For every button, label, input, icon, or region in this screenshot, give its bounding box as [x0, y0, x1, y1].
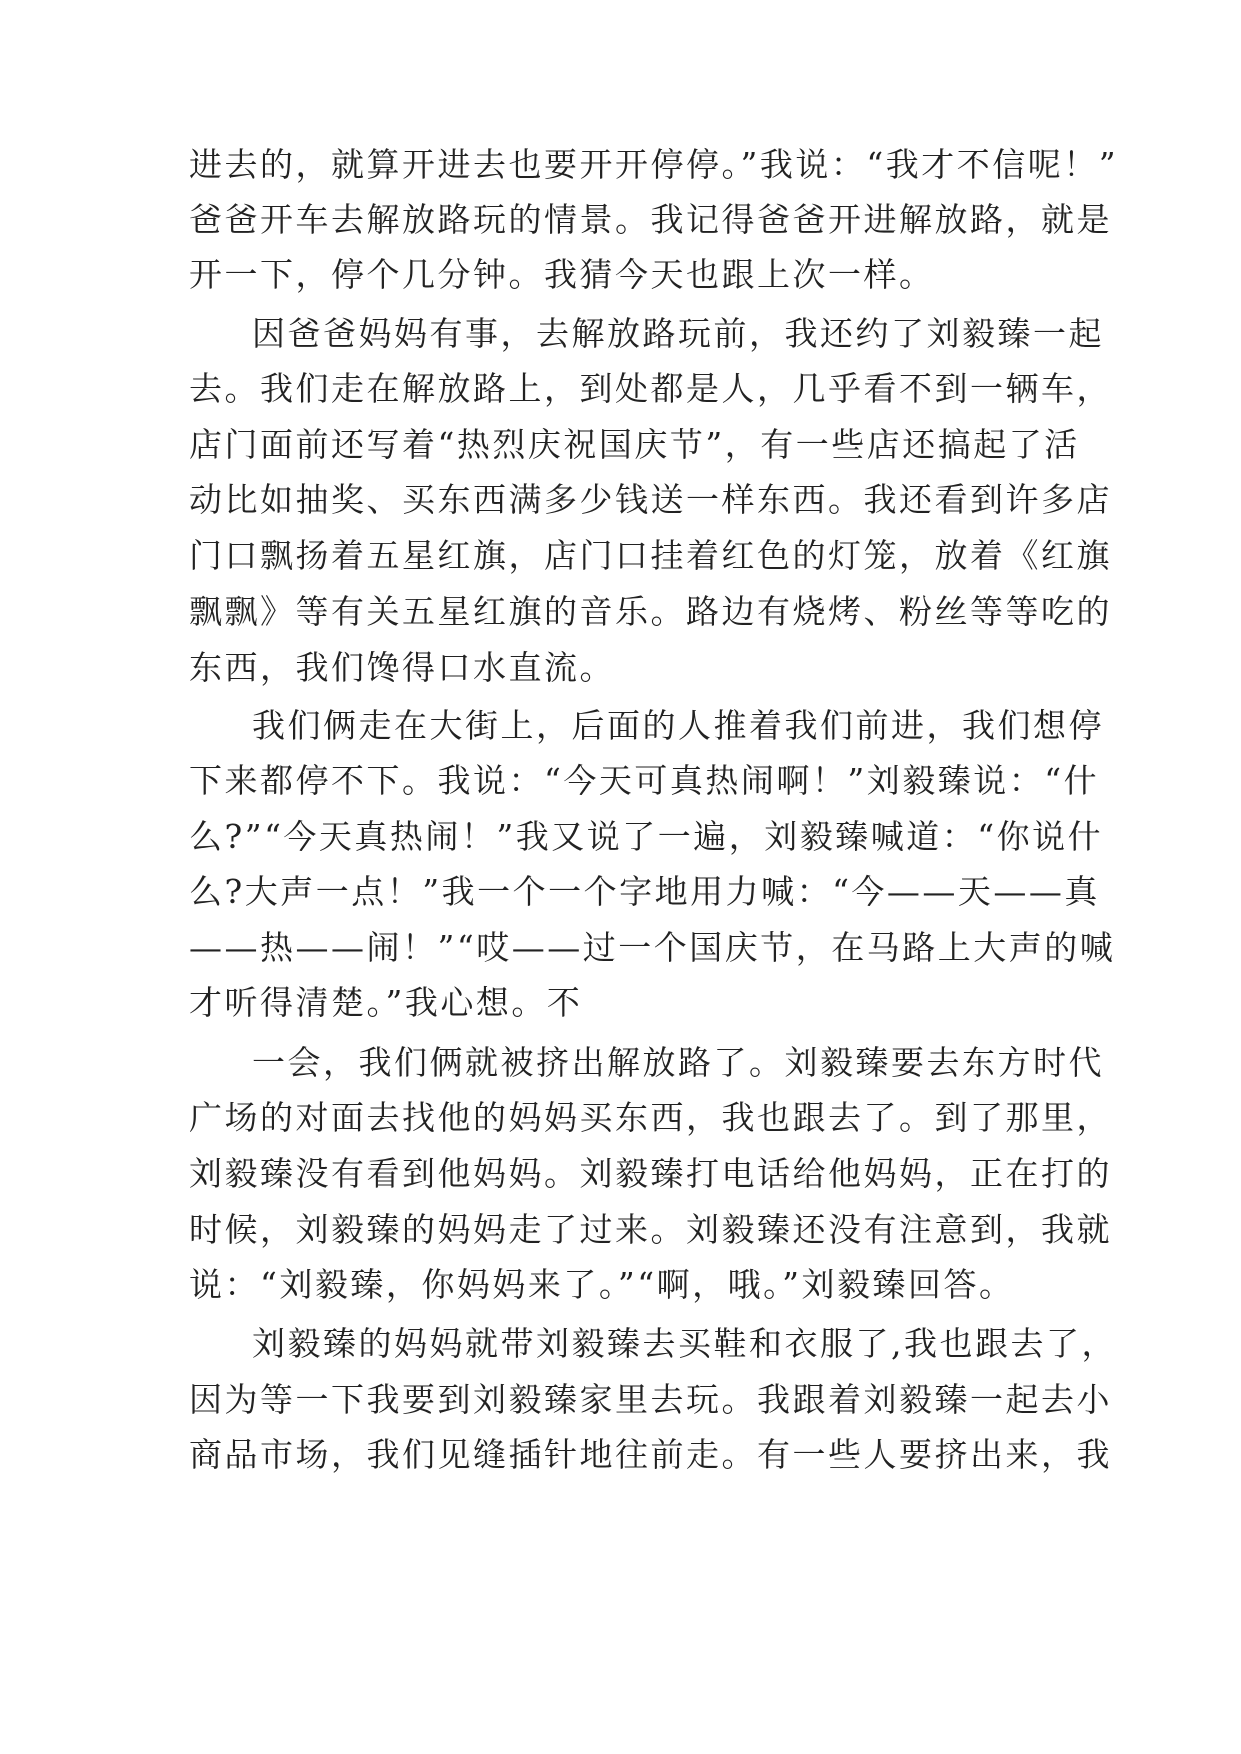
text-line: 么?大声一点！”我一个一个字地用力喊：“今——天——真 [189, 872, 1100, 911]
text-line: 东西，我们馋得口水直流。 [189, 648, 615, 687]
paragraph-first-line: 一会，我们俩就被挤出解放路了。刘毅臻要去东方时代 [252, 1043, 1104, 1082]
text-line: 爸爸开车去解放路玩的情景。我记得爸爸开进解放路，就是 [189, 200, 1112, 239]
text-line: 动比如抽奖、买东西满多少钱送一样东西。我还看到许多店 [189, 480, 1112, 519]
text-line: 进去的，就算开进去也要开开停停。”我说：“我才不信呢！” [189, 145, 1119, 184]
paragraph-first-line: 我们俩走在大街上，后面的人推着我们前进，我们想停 [252, 706, 1104, 745]
text-line: 开一下，停个几分钟。我猜今天也跟上次一样。 [189, 255, 935, 294]
text-line: 下来都停不下。我说：“今天可真热闹啊！”刘毅臻说：“什 [189, 761, 1100, 800]
text-line: 才听得清楚。”我心想。不 [189, 983, 583, 1022]
paragraph-first-line: 因爸爸妈妈有事，去解放路玩前，我还约了刘毅臻一起 [252, 314, 1104, 353]
paragraph-first-line: 刘毅臻的妈妈就带刘毅臻去买鞋和衣服了,我也跟去了， [252, 1324, 1117, 1363]
text-line: 么?”“今天真热闹！”我又说了一遍，刘毅臻喊道：“你说什 [189, 817, 1104, 856]
text-line: ——热——闹！”“哎——过一个国庆节，在马路上大声的喊 [189, 928, 1116, 967]
text-line: 时候，刘毅臻的妈妈走了过来。刘毅臻还没有注意到，我就 [189, 1210, 1112, 1249]
text-line: 广场的对面去找他的妈妈买东西，我也跟去了。到了那里， [189, 1098, 1112, 1137]
text-line: 因为等一下我要到刘毅臻家里去玩。我跟着刘毅臻一起去小 [189, 1380, 1112, 1419]
text-line: 飘飘》等有关五星红旗的音乐。路边有烧烤、粉丝等等吃的 [189, 592, 1112, 631]
text-line: 门口飘扬着五星红旗，店门口挂着红色的灯笼，放着《红旗 [189, 536, 1112, 575]
text-line: 说：“刘毅臻，你妈妈来了。”“啊，哦。”刘毅臻回答。 [189, 1265, 1015, 1304]
text-line: 去。我们走在解放路上，到处都是人，几乎看不到一辆车， [189, 369, 1112, 408]
text-line: 店门面前还写着“热烈庆祝国庆节”，有一些店还搞起了活 [189, 425, 1080, 464]
text-line: 刘毅臻没有看到他妈妈。刘毅臻打电话给他妈妈，正在打的 [189, 1154, 1112, 1193]
text-line: 商品市场，我们见缝插针地往前走。有一些人要挤出来，我 [189, 1435, 1112, 1474]
